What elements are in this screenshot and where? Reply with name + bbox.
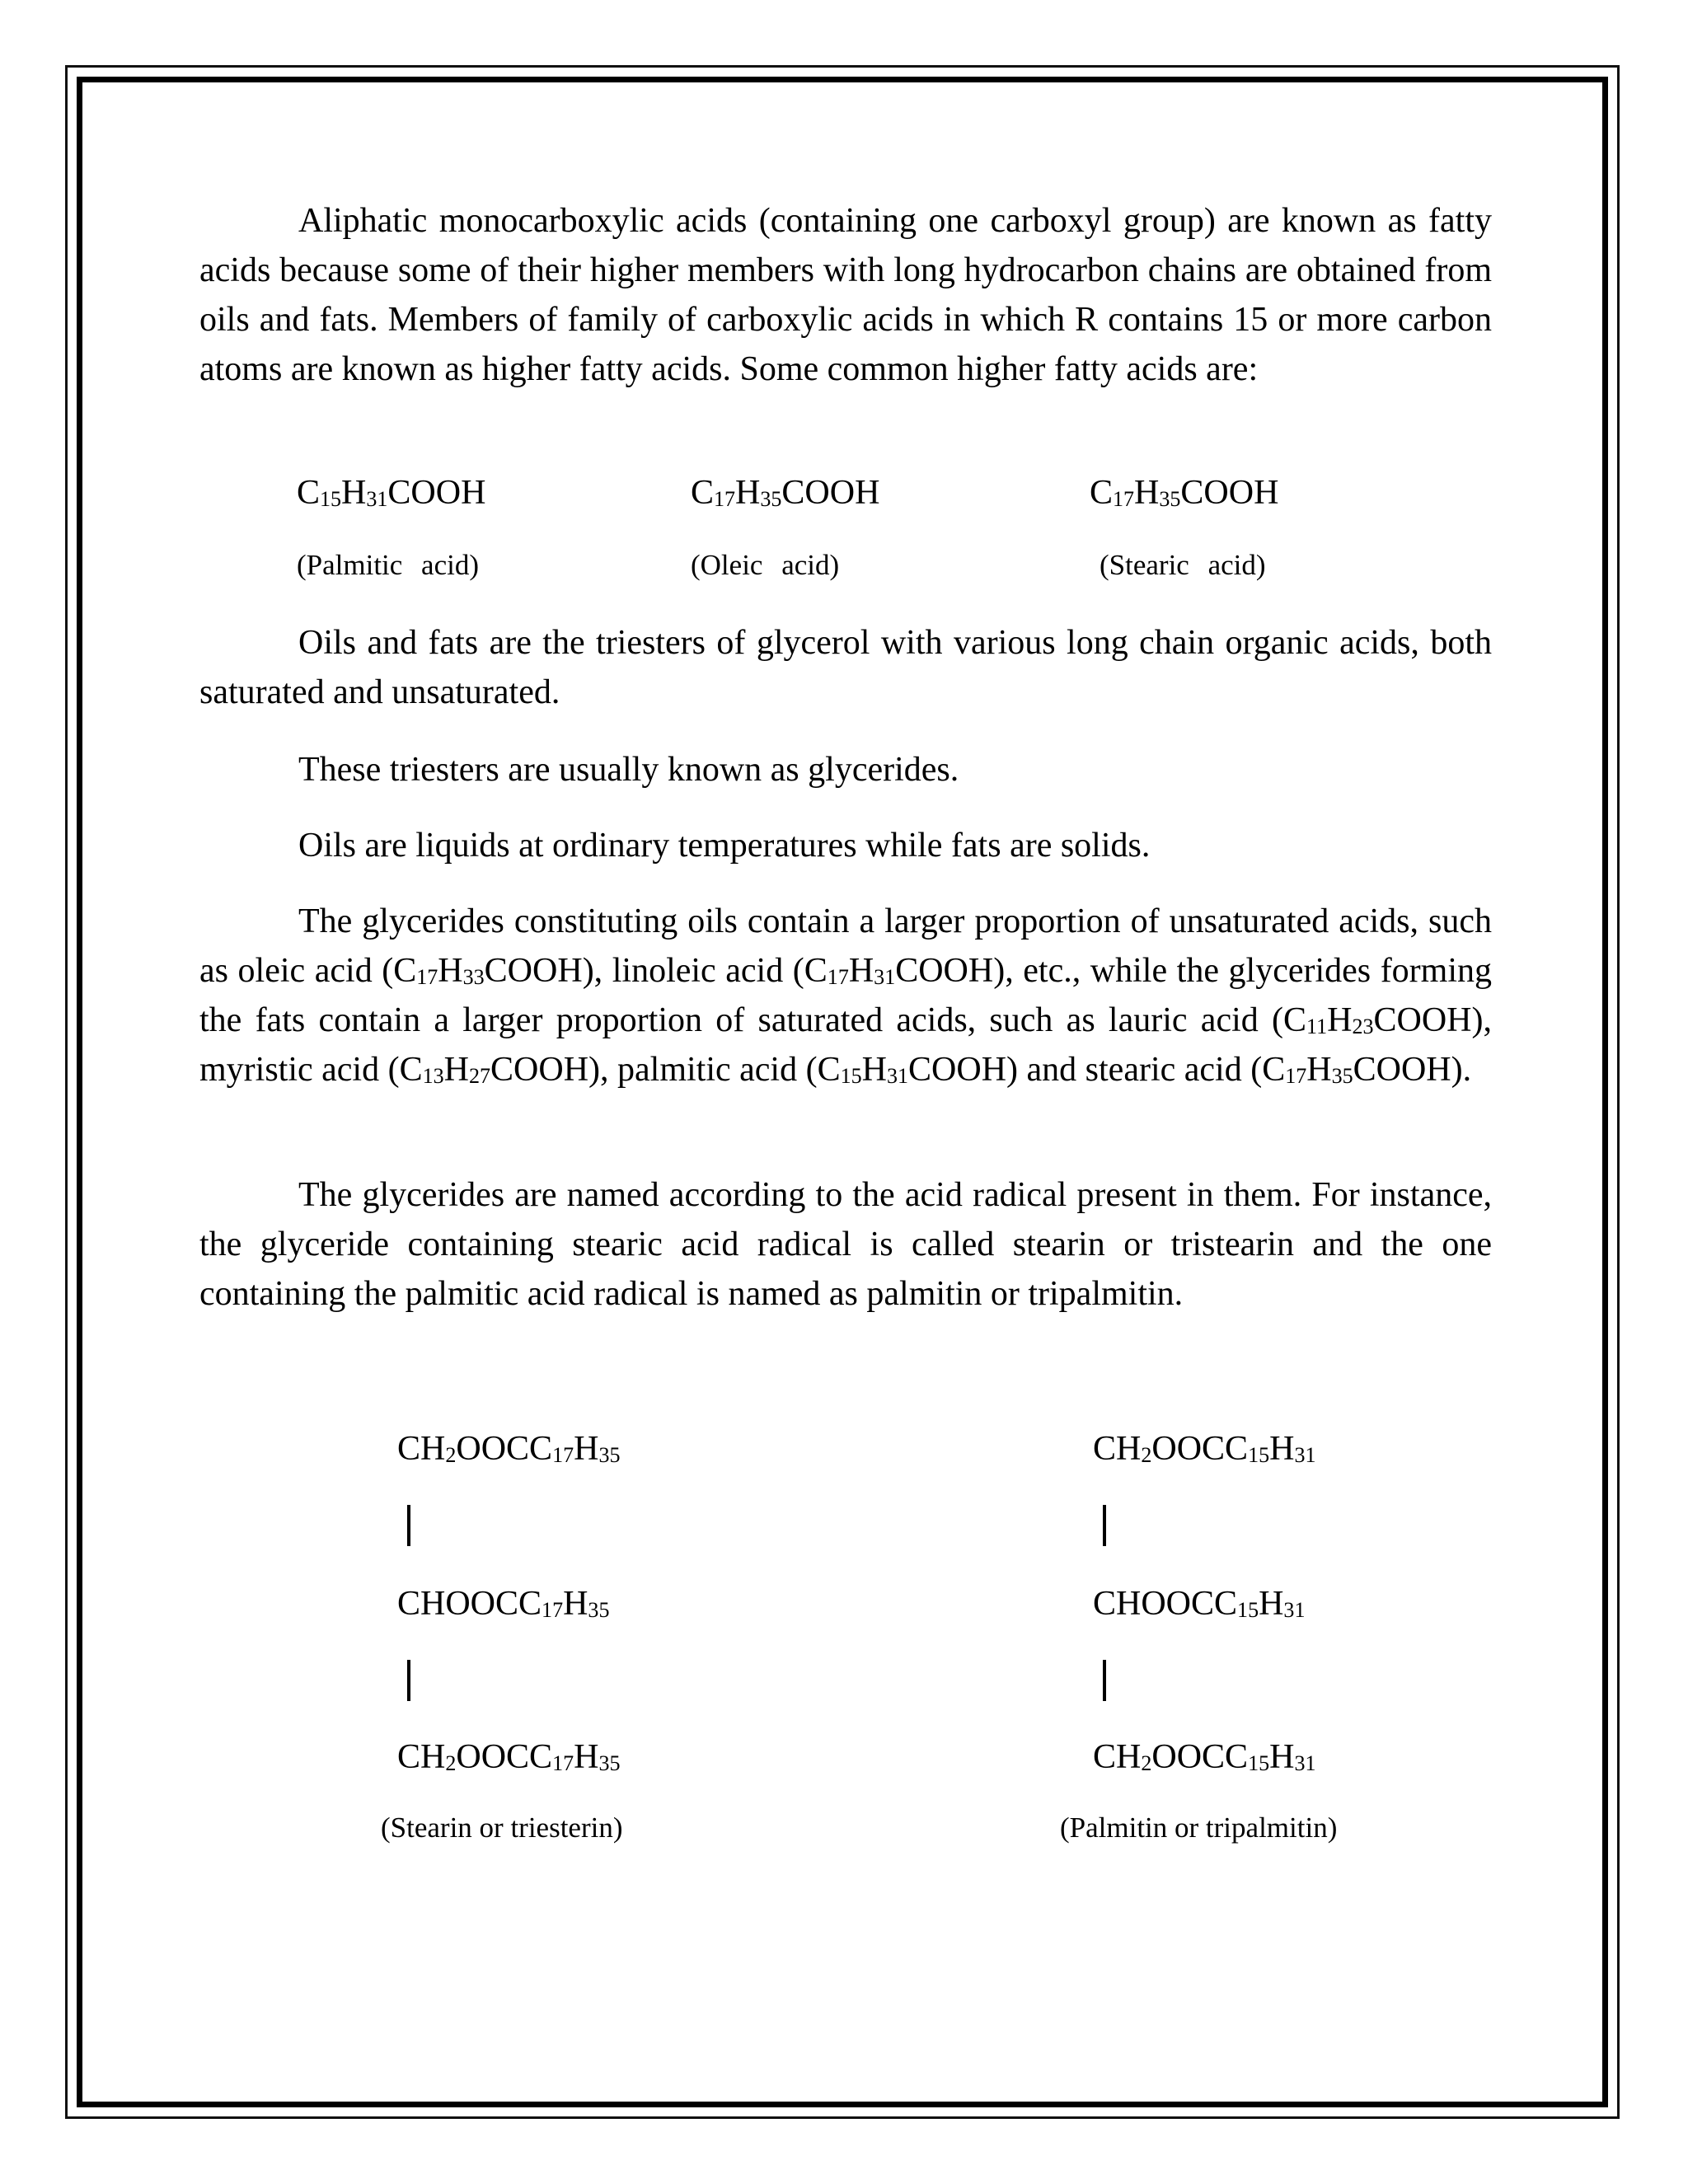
formula-stearic-acid: $C_{17}H_{35}COOH$ xyxy=(1090,474,1279,512)
palmitin-line-2: $CHOOCC_{15}H_{31}$ xyxy=(1093,1585,1306,1623)
stearin-line-3: $CH_2OOCC_{17}H_{35}$ xyxy=(397,1738,621,1776)
caption-stearic-acid: (Stearic acid) xyxy=(1100,549,1266,581)
paragraph-liquids-solids: Oils are liquids at ordinary temperatures while fats are solids. xyxy=(298,827,1151,865)
stearin-bond-2 xyxy=(407,1660,410,1701)
paragraph-glyceride-composition: The glycerides constituting oils contain a larger proportion of unsaturated acids, such as oleic acid $(C_{17}H_{33}COOH)$, linoleic acid $(C_{17}H_{31}COOH)$, etc., while the glycerides forming the fats contain a larger proportion of saturated acids, such as lauric acid $(C_{11}H_{23}COOH)$, myristic acid $(C_{13}H_{27}COOH)$, palmitic acid $(C_{15}H_{31}COOH)$ and stearic acid $(C_{17}H_{35}COOH)$. xyxy=(199,902,1493,1089)
formula-oleic-acid: $C_{17}H_{35}COOH$ xyxy=(691,474,880,512)
palmitin-line-3: $CH_2OOCC_{15}H_{31}$ xyxy=(1093,1738,1316,1776)
palmitin-line-1: $CH_2OOCC_{15}H_{31}$ xyxy=(1093,1430,1316,1468)
paragraph-glyceride-naming: The glycerides are named according to the acid radical present in them. For instance, the glyceride containing stearic acid radical is called stearin or tristearin and the one containing the palmitic acid radical is named as palmitin or tripalmitin. xyxy=(199,1176,1492,1313)
stearin-line-2: $CHOOCC_{17}H_{35}$ xyxy=(397,1585,610,1623)
stearin-bond-1 xyxy=(407,1505,410,1546)
caption-palmitic-acid: (Palmitic acid) xyxy=(297,549,480,581)
caption-oleic-acid: (Oleic acid) xyxy=(691,549,840,581)
palmitin-bond-1 xyxy=(1103,1505,1106,1546)
paragraph-oils-fats: Oils and fats are the triesters of glycerol with various long chain organic acids, both saturated and unsaturated. xyxy=(199,624,1492,711)
stearin-line-1: $CH_2OOCC_{17}H_{35}$ xyxy=(397,1430,621,1468)
formula-palmitic-acid: $C_{15}H_{31}COOH$ xyxy=(297,474,486,512)
paragraph-fatty-acids-intro: Aliphatic monocarboxylic acids (containing one carboxyl group) are known as fatty acids because some of their higher members with long hydrocarbon chains are obtained from oils and fats. Members of family of carboxylic acids in which R contains 15 or more carbon atoms are known as higher fatty acids. Some common higher fatty acids are: xyxy=(199,202,1492,388)
paragraph-glycerides-known: These triesters are usually known as glycerides. xyxy=(298,751,959,789)
palmitin-caption: (Palmitin or tripalmitin) xyxy=(1060,1811,1338,1844)
palmitin-bond-2 xyxy=(1103,1660,1106,1701)
stearin-caption: (Stearin or triesterin) xyxy=(381,1811,623,1844)
